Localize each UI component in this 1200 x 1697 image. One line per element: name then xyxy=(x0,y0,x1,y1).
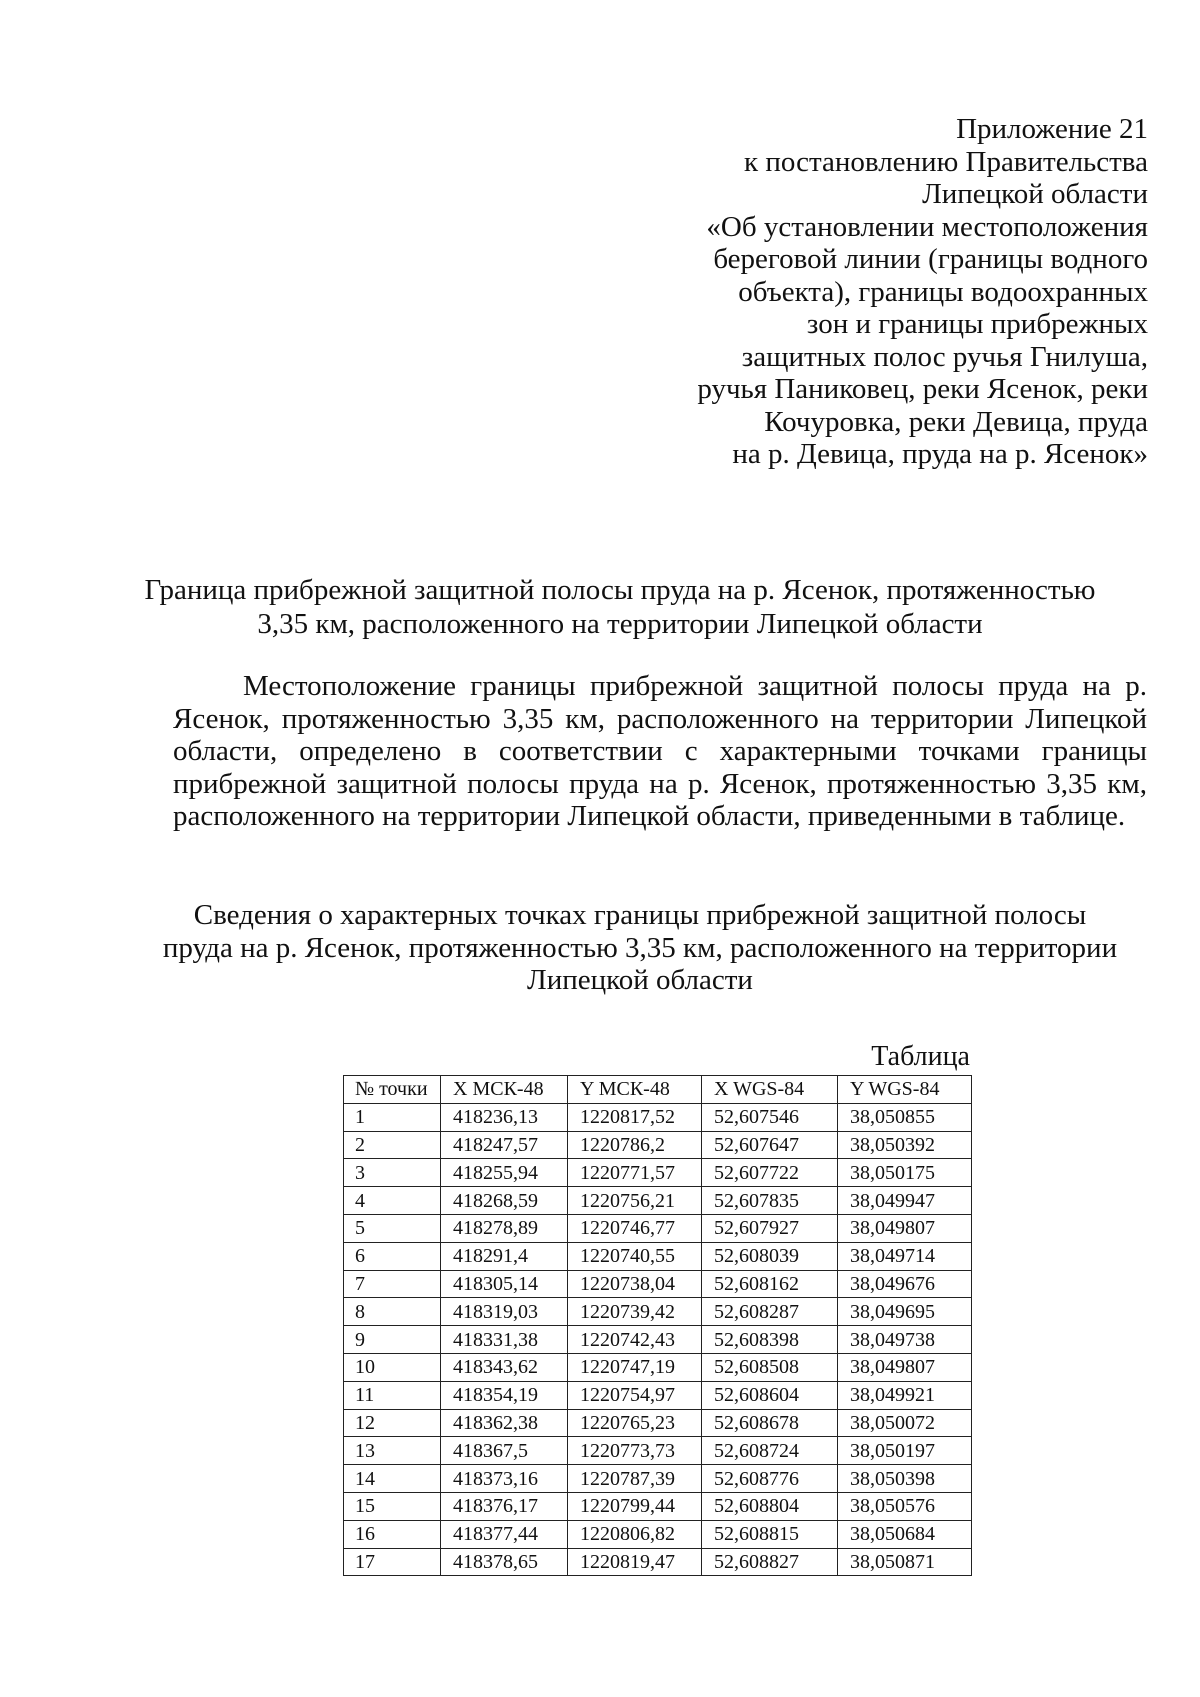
table-header-row xyxy=(344,1076,972,1104)
cell-y-msk: 1220746,77 xyxy=(568,1214,702,1242)
cell-y-wgs: 38,050855 xyxy=(838,1103,972,1131)
header-y-wgs: Y WGS-84 xyxy=(838,1076,972,1104)
table-row xyxy=(344,1187,972,1215)
cell-point-number: 9 xyxy=(344,1326,441,1354)
cell-point-number: 3 xyxy=(344,1159,441,1187)
cell-point-number: 10 xyxy=(344,1353,441,1381)
appendix-line: Липецкой области xyxy=(922,178,1148,210)
cell-x-wgs: 52,608724 xyxy=(702,1437,838,1465)
cell-y-wgs: 38,050175 xyxy=(838,1159,972,1187)
table-caption: Таблица xyxy=(871,1041,970,1072)
cell-point-number: 16 xyxy=(344,1520,441,1548)
cell-x-msk: 418376,17 xyxy=(441,1492,568,1520)
cell-y-wgs: 38,050871 xyxy=(838,1548,972,1576)
cell-y-msk: 1220817,52 xyxy=(568,1103,702,1131)
cell-point-number: 1 xyxy=(344,1103,441,1131)
cell-x-wgs: 52,607546 xyxy=(702,1103,838,1131)
appendix-line: объекта), границы водоохранных xyxy=(738,275,1148,308)
header-point-number: № точки xyxy=(344,1076,441,1104)
cell-y-msk: 1220738,04 xyxy=(568,1270,702,1298)
cell-y-msk: 1220771,57 xyxy=(568,1159,702,1187)
cell-point-number: 12 xyxy=(344,1409,441,1437)
table-row xyxy=(344,1353,972,1381)
cell-x-wgs: 52,607835 xyxy=(702,1187,838,1215)
cell-x-msk: 418305,14 xyxy=(441,1270,568,1298)
cell-x-msk: 418354,19 xyxy=(441,1381,568,1409)
cell-y-wgs: 38,049807 xyxy=(838,1353,972,1381)
cell-x-wgs: 52,608776 xyxy=(702,1465,838,1493)
cell-y-wgs: 38,050684 xyxy=(838,1520,972,1548)
cell-y-msk: 1220799,44 xyxy=(568,1492,702,1520)
table-row xyxy=(344,1103,972,1131)
table-row xyxy=(344,1409,972,1437)
cell-point-number: 8 xyxy=(344,1298,441,1326)
appendix-block xyxy=(448,113,1148,471)
table-row xyxy=(344,1242,972,1270)
cell-point-number: 6 xyxy=(344,1242,441,1270)
cell-y-msk: 1220819,47 xyxy=(568,1548,702,1576)
table-row xyxy=(344,1437,972,1465)
cell-x-msk: 418378,65 xyxy=(441,1548,568,1576)
header-y-msk: Y МСК-48 xyxy=(568,1076,702,1104)
cell-x-msk: 418319,03 xyxy=(441,1298,568,1326)
cell-x-wgs: 52,608815 xyxy=(702,1520,838,1548)
cell-y-wgs: 38,049947 xyxy=(838,1187,972,1215)
cell-y-wgs: 38,049807 xyxy=(838,1214,972,1242)
appendix-line: на р. Девица, пруда на р. Ясенок» xyxy=(732,438,1148,470)
cell-x-msk: 418367,5 xyxy=(441,1437,568,1465)
table-row xyxy=(344,1159,972,1187)
cell-x-msk: 418377,44 xyxy=(441,1520,568,1548)
cell-x-msk: 418362,38 xyxy=(441,1409,568,1437)
table-row xyxy=(344,1298,972,1326)
cell-y-msk: 1220765,23 xyxy=(568,1409,702,1437)
cell-x-msk: 418268,59 xyxy=(441,1187,568,1215)
cell-y-wgs: 38,049738 xyxy=(838,1326,972,1354)
cell-point-number: 5 xyxy=(344,1214,441,1242)
cell-point-number: 4 xyxy=(344,1187,441,1215)
header-x-wgs: X WGS-84 xyxy=(702,1076,838,1104)
cell-point-number: 2 xyxy=(344,1131,441,1159)
cell-y-wgs: 38,050392 xyxy=(838,1131,972,1159)
cell-y-msk: 1220773,73 xyxy=(568,1437,702,1465)
table-row xyxy=(344,1548,972,1576)
table-row xyxy=(344,1326,972,1354)
cell-y-msk: 1220740,55 xyxy=(568,1242,702,1270)
cell-point-number: 11 xyxy=(344,1381,441,1409)
cell-x-msk: 418373,16 xyxy=(441,1465,568,1493)
cell-x-wgs: 52,608398 xyxy=(702,1326,838,1354)
info-title-line: Липецкой области xyxy=(527,964,753,996)
table-row xyxy=(344,1270,972,1298)
cell-y-wgs: 38,049695 xyxy=(838,1298,972,1326)
appendix-line: Приложение 21 xyxy=(956,113,1148,145)
cell-x-msk: 418278,89 xyxy=(441,1214,568,1242)
body-paragraph xyxy=(173,670,1147,833)
cell-x-wgs: 52,608508 xyxy=(702,1353,838,1381)
points-table xyxy=(343,1075,972,1576)
cell-y-wgs: 38,049714 xyxy=(838,1242,972,1270)
table-row xyxy=(344,1520,972,1548)
cell-y-msk: 1220747,19 xyxy=(568,1353,702,1381)
section-title-line: Граница прибрежной защитной полосы пруда на р. Ясенок, протяженностью xyxy=(144,574,1096,606)
cell-x-wgs: 52,608827 xyxy=(702,1548,838,1576)
cell-y-msk: 1220756,21 xyxy=(568,1187,702,1215)
info-title xyxy=(140,899,1140,997)
cell-x-wgs: 52,607647 xyxy=(702,1131,838,1159)
cell-point-number: 15 xyxy=(344,1492,441,1520)
section-title xyxy=(140,573,1100,641)
cell-x-msk: 418331,38 xyxy=(441,1326,568,1354)
cell-x-msk: 418291,4 xyxy=(441,1242,568,1270)
cell-x-wgs: 52,608039 xyxy=(702,1242,838,1270)
appendix-line: защитных полос ручья Гнилуша, xyxy=(741,340,1148,373)
cell-y-msk: 1220739,42 xyxy=(568,1298,702,1326)
appendix-line: береговой линии (границы водного xyxy=(713,243,1148,275)
cell-x-wgs: 52,608604 xyxy=(702,1381,838,1409)
appendix-line: к постановлению Правительства xyxy=(744,145,1148,178)
table-row xyxy=(344,1381,972,1409)
cell-y-msk: 1220754,97 xyxy=(568,1381,702,1409)
section-title-line: 3,35 км, расположенного на территории Липецкой области xyxy=(257,608,983,640)
body-text: Местоположение границы прибрежной защитной полосы пруда на р. Ясенок, протяженностью 3,35 км, расположенного на территории Липецкой области, определено в соответствии с характерными точками границы прибрежной защитной полосы пруда на р. Ясенок, протяженностью 3,35 км, расположенного на территории Липецкой области, приведенными в таблице. xyxy=(173,670,1147,832)
table-body xyxy=(344,1103,972,1576)
cell-x-msk: 418236,13 xyxy=(441,1103,568,1131)
table-row xyxy=(344,1131,972,1159)
table-row xyxy=(344,1214,972,1242)
cell-point-number: 14 xyxy=(344,1465,441,1493)
cell-y-wgs: 38,049921 xyxy=(838,1381,972,1409)
cell-x-msk: 418255,94 xyxy=(441,1159,568,1187)
cell-x-msk: 418343,62 xyxy=(441,1353,568,1381)
cell-y-wgs: 38,049676 xyxy=(838,1270,972,1298)
cell-y-msk: 1220786,2 xyxy=(568,1131,702,1159)
cell-y-wgs: 38,050398 xyxy=(838,1465,972,1493)
cell-point-number: 7 xyxy=(344,1270,441,1298)
cell-point-number: 13 xyxy=(344,1437,441,1465)
table-row xyxy=(344,1492,972,1520)
appendix-line: зон и границы прибрежных xyxy=(806,308,1148,340)
table-row xyxy=(344,1465,972,1493)
cell-x-wgs: 52,608804 xyxy=(702,1492,838,1520)
cell-point-number: 17 xyxy=(344,1548,441,1576)
cell-y-wgs: 38,050072 xyxy=(838,1409,972,1437)
cell-x-wgs: 52,607927 xyxy=(702,1214,838,1242)
cell-x-wgs: 52,608678 xyxy=(702,1409,838,1437)
cell-x-wgs: 52,607722 xyxy=(702,1159,838,1187)
header-x-msk: X МСК-48 xyxy=(441,1076,568,1104)
cell-y-wgs: 38,050197 xyxy=(838,1437,972,1465)
cell-y-msk: 1220806,82 xyxy=(568,1520,702,1548)
cell-y-wgs: 38,050576 xyxy=(838,1492,972,1520)
cell-y-msk: 1220787,39 xyxy=(568,1465,702,1493)
info-title-line: Сведения о характерных точках границы прибрежной защитной полосы xyxy=(193,899,1087,931)
appendix-line: Кочуровка, реки Девица, пруда xyxy=(764,405,1148,438)
appendix-line: ручья Паниковец, реки Ясенок, реки xyxy=(697,373,1148,405)
cell-y-msk: 1220742,43 xyxy=(568,1326,702,1354)
info-title-line: пруда на р. Ясенок, протяженностью 3,35 км, расположенного на территории xyxy=(162,931,1118,964)
cell-x-msk: 418247,57 xyxy=(441,1131,568,1159)
appendix-line: «Об установлении местоположения xyxy=(706,210,1148,243)
cell-x-wgs: 52,608287 xyxy=(702,1298,838,1326)
cell-x-wgs: 52,608162 xyxy=(702,1270,838,1298)
